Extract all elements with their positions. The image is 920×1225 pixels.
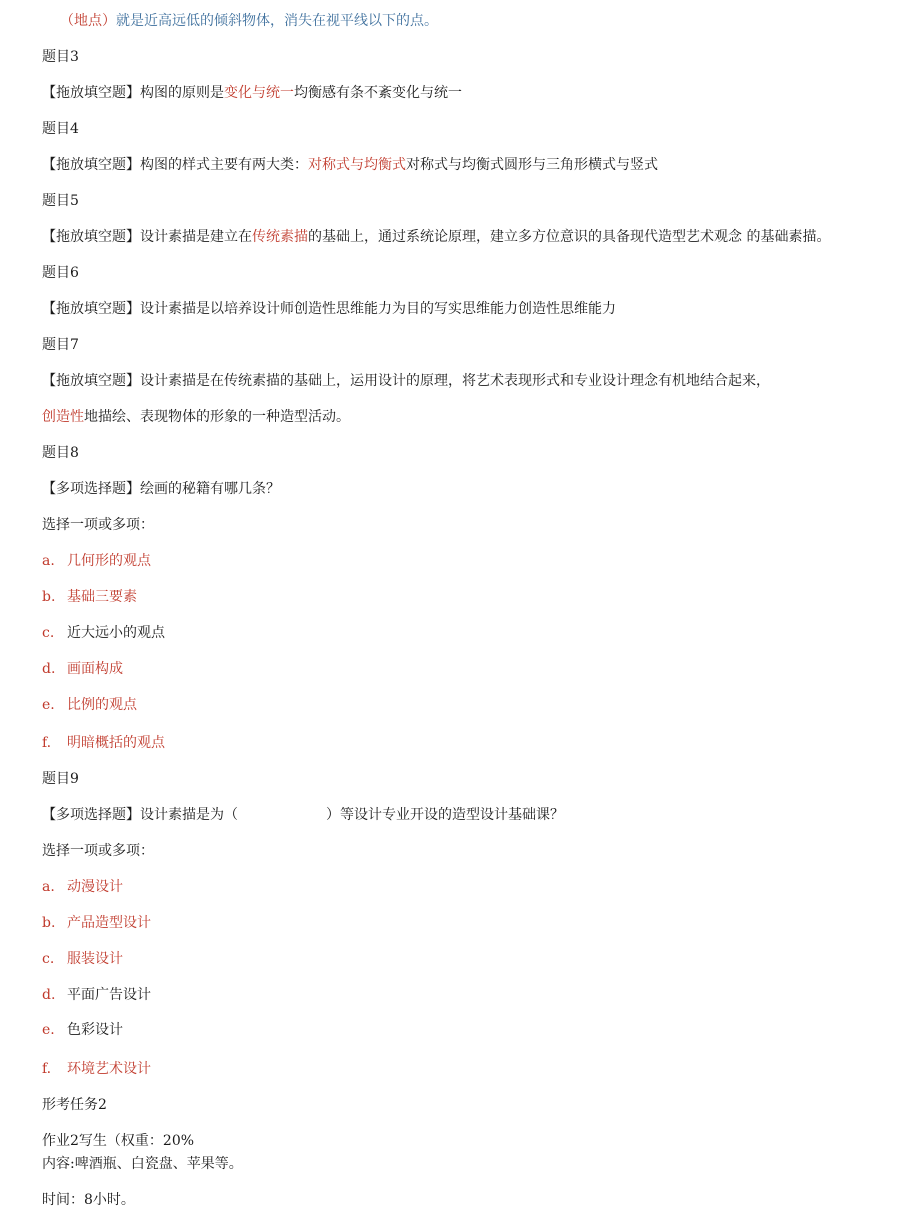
q9-question: [42, 806, 564, 824]
q8-option-c[interactable]: [42, 624, 165, 642]
q4-prefix: 【拖放填空题】构图的样式主要有两大类：: [42, 157, 308, 173]
q8-option-f[interactable]: [42, 734, 165, 752]
q4-body: [42, 156, 658, 174]
intro-line: [60, 12, 438, 30]
option-text: 动漫设计: [67, 879, 123, 895]
q8-option-e[interactable]: [42, 696, 137, 714]
q6-title: 题目6: [42, 265, 79, 281]
q9-option-e[interactable]: [42, 1021, 123, 1039]
q9-question-prefix: 【多项选择题】设计素描是为（: [42, 807, 238, 823]
q8-option-a[interactable]: [42, 552, 151, 570]
option-text: 几何形的观点: [67, 553, 151, 569]
q5-body: [42, 228, 830, 246]
q4-title: 题目4: [42, 121, 79, 137]
option-label: e.: [42, 697, 55, 713]
option-text: 基础三要素: [67, 589, 137, 605]
q5-title: 题目5: [42, 193, 79, 209]
option-text: 产品造型设计: [67, 915, 151, 931]
option-label: d.: [42, 661, 56, 677]
q9-option-a[interactable]: [42, 878, 123, 896]
option-text: 环境艺术设计: [67, 1061, 151, 1077]
intro-text: 就是近高远低的倾斜物体，消失在视平线以下的点。: [116, 13, 438, 29]
q5-prefix: 【拖放填空题】设计素描是建立在: [42, 229, 252, 245]
option-label: a.: [42, 553, 55, 569]
q8-prompt: 选择一项或多项：: [42, 517, 154, 533]
task-duration: 时间：8小时。: [42, 1192, 135, 1208]
q9-question-suffix: ）等设计专业开设的造型设计基础课？: [326, 807, 564, 823]
option-label: f.: [42, 1061, 52, 1077]
q3-prefix: 【拖放填空题】构图的原则是: [42, 85, 224, 101]
task-assignment: 作业2写生（权重：20%: [42, 1133, 195, 1149]
q6-body: 【拖放填空题】设计素描是以培养设计师创造性思维能力为目的写实思维能力创造性思维能力: [42, 301, 616, 317]
q9-option-d[interactable]: [42, 986, 151, 1004]
task-title: 形考任务2: [42, 1097, 107, 1113]
q8-option-d[interactable]: [42, 660, 123, 678]
option-label: c.: [42, 951, 55, 967]
q7-body-line2: [42, 408, 350, 426]
q5-suffix: 的基础上，通过系统论原理，建立多方位意识的具备现代造型艺术观念 的基础素描。: [308, 229, 831, 245]
q7-body-line1: 【拖放填空题】设计素描是在传统素描的基础上，运用设计的原理，将艺术表现形式和专业设计理念有机地结合起来，: [42, 373, 770, 389]
option-text: 明暗概括的观点: [67, 735, 165, 751]
option-label: d.: [42, 987, 56, 1003]
q5-answer: 传统素描: [252, 229, 308, 245]
option-text: 画面构成: [67, 661, 123, 677]
q9-option-b[interactable]: [42, 914, 151, 932]
q4-suffix: 对称式与均衡式圆形与三角形横式与竖式: [406, 157, 658, 173]
q9-option-c[interactable]: [42, 950, 123, 968]
option-label: c.: [42, 625, 55, 641]
intro-term: （地点）: [60, 13, 116, 29]
q9-prompt: 选择一项或多项：: [42, 843, 154, 859]
q3-body: [42, 84, 462, 102]
q3-answer: 变化与统一: [224, 85, 294, 101]
q3-title: 题目3: [42, 49, 79, 65]
q7-answer: 创造性: [42, 409, 84, 425]
task-content: 内容:啤酒瓶、白瓷盘、苹果等。: [42, 1156, 243, 1172]
option-label: b.: [42, 915, 56, 931]
q8-question: 【多项选择题】绘画的秘籍有哪几条？: [42, 481, 280, 497]
q4-answer: 对称式与均衡式: [308, 157, 406, 173]
option-text: 近大远小的观点: [67, 625, 165, 641]
q7-line2: 地描绘、表现物体的形象的一种造型活动。: [84, 409, 350, 425]
q8-option-b[interactable]: [42, 588, 137, 606]
option-label: b.: [42, 589, 56, 605]
option-text: 比例的观点: [67, 697, 137, 713]
option-label: f.: [42, 735, 52, 751]
q7-title: 题目7: [42, 337, 79, 353]
q9-option-f[interactable]: [42, 1060, 151, 1078]
q8-title: 题目8: [42, 445, 79, 461]
option-label: e.: [42, 1022, 55, 1038]
q9-title: 题目9: [42, 771, 79, 787]
q3-suffix: 均衡感有条不紊变化与统一: [294, 85, 462, 101]
option-text: 服装设计: [67, 951, 123, 967]
option-label: a.: [42, 879, 55, 895]
option-text: 平面广告设计: [67, 987, 151, 1003]
option-text: 色彩设计: [67, 1022, 123, 1038]
